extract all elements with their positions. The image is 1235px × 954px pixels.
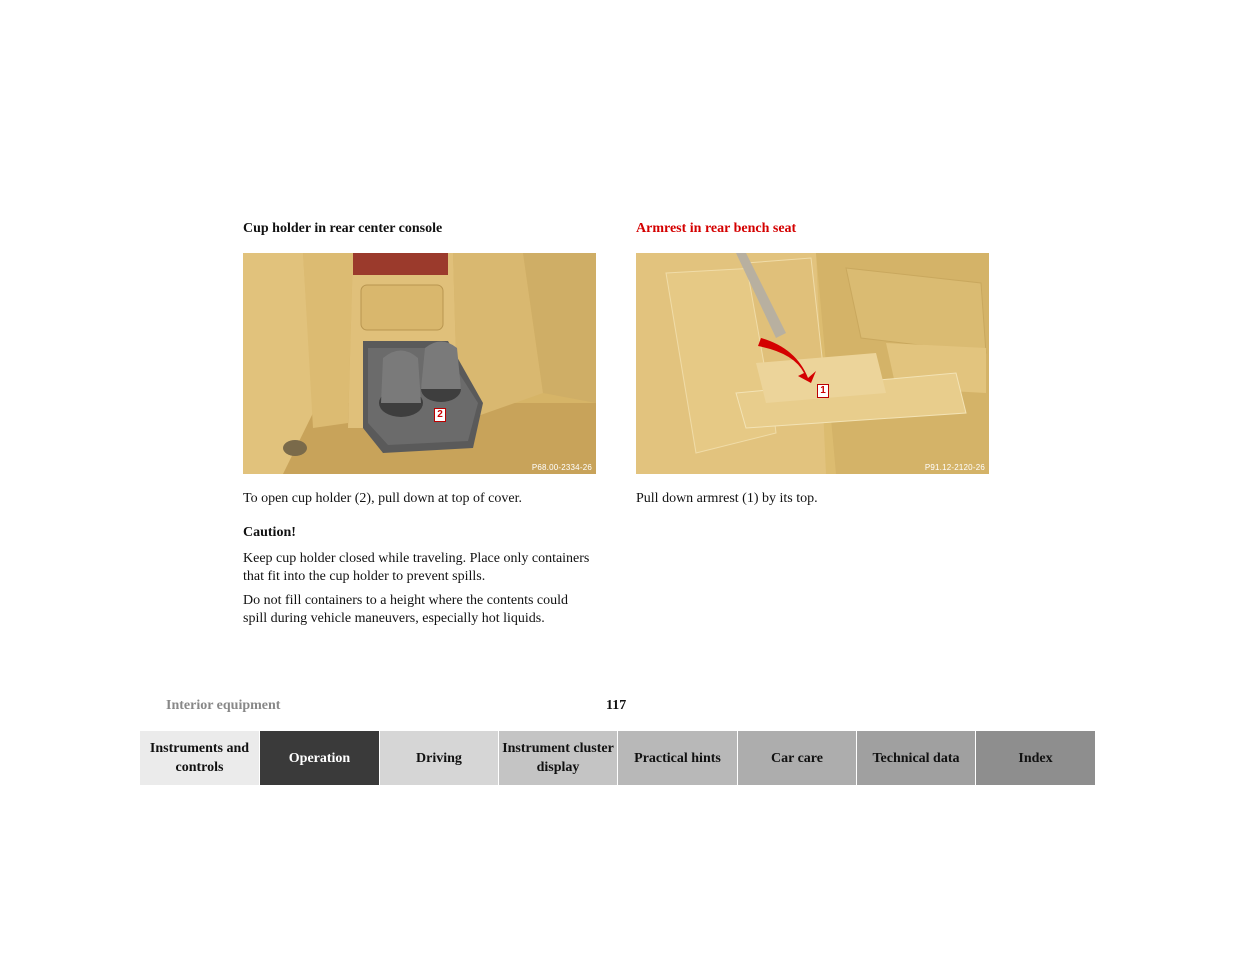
tab-driving[interactable]: [380, 731, 499, 785]
caution-title: Caution!: [243, 525, 296, 540]
callout-2: 2: [434, 408, 446, 422]
tab-instrument-cluster-display[interactable]: [499, 731, 618, 785]
tab-label: Index: [1018, 750, 1053, 766]
tab-practical-hints[interactable]: [618, 731, 738, 785]
tab-car-care[interactable]: [738, 731, 857, 785]
page-number: 117: [606, 698, 627, 713]
section-title: Interior equipment: [166, 698, 281, 713]
tab-label: Technical data: [872, 750, 960, 766]
open-instruction: To open cup holder (2), pull down at top of cover.: [243, 491, 522, 506]
tab-label: Instrument cluster display: [502, 741, 614, 775]
tab-index[interactable]: [976, 731, 1095, 785]
figure-code: P68.00-2334-26: [531, 463, 592, 472]
cup-holder-illustration: [243, 253, 596, 474]
tab-technical-data[interactable]: [857, 731, 976, 785]
armrest-instruction: Pull down armrest (1) by its top.: [636, 491, 818, 506]
tab-label: Car care: [771, 750, 823, 766]
callout-1: 1: [817, 384, 829, 398]
armrest-drawing: [636, 253, 989, 474]
tab-label: Driving: [416, 750, 462, 766]
armrest-illustration: [636, 253, 989, 474]
armrest-heading: Armrest in rear bench seat: [636, 221, 797, 236]
tab-operation[interactable]: [260, 731, 380, 785]
tab-label: Practical hints: [634, 750, 721, 766]
cup-holder-drawing: [243, 253, 596, 474]
tab-label: Operation: [288, 750, 351, 766]
cup-holder-heading: Cup holder in rear center console: [243, 221, 443, 236]
chapter-tabs: [140, 731, 1095, 785]
tab-label: Instruments and controls: [149, 741, 250, 775]
tab-instruments-and-controls[interactable]: [140, 731, 260, 785]
caution-text-1: Keep cup holder closed while traveling. Place only containers that fit into the cup holder to prevent spills.: [243, 551, 590, 584]
figure-code: P91.12-2120-26: [924, 463, 985, 472]
caution-text-2: Do not fill containers to a height where the contents could spill during vehicle maneuvers, especially hot liquids.: [243, 593, 569, 626]
